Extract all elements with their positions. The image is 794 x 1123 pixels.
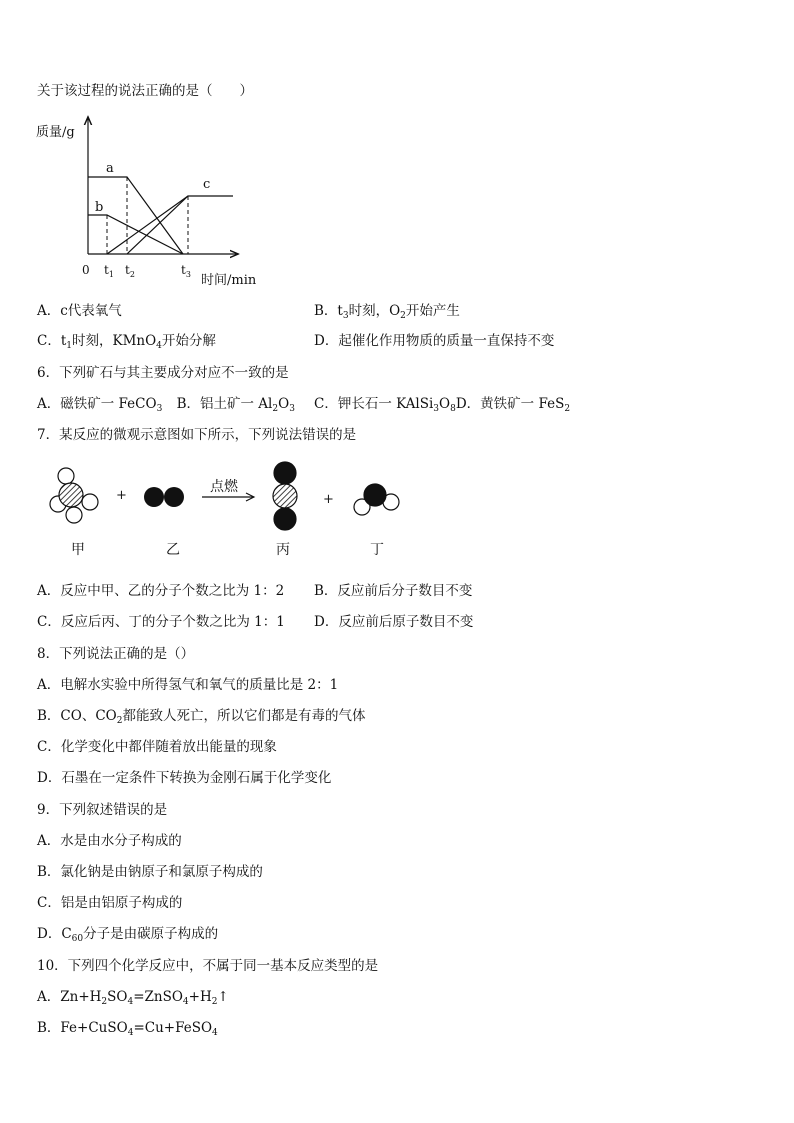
arrow-label: 点燃	[210, 479, 238, 495]
q6-option-d: D．黄铁矿一 FeS$_2$	[455, 396, 571, 414]
q10-option-a: A．$Zn+H_2SO_4=ZnSO_4+H_2↑$	[37, 989, 229, 1007]
question-intro: 关于该过程的说法正确的是（ ）	[37, 83, 253, 99]
q9-stem: 9．下列叙述错误的是	[37, 802, 168, 818]
curve-c	[127, 196, 233, 254]
q10-stem: 10．下列四个化学反应中，不属于同一基本反应类型的是	[37, 958, 379, 974]
curve-b-label: b	[95, 200, 104, 215]
t1-label: $t_1$	[104, 263, 114, 279]
q8-option-c: C．化学变化中都伴随着放出能量的现象	[37, 739, 277, 755]
curve-c-label: c	[203, 177, 211, 192]
q9-option-a: A．水是由水分子构成的	[37, 833, 182, 849]
q5-option-d: D．起催化作用物质的质量一直保持不变	[314, 333, 555, 349]
q9-option-b: B．氯化钠是由钠原子和氯原子构成的	[37, 864, 263, 880]
t2-label: $t_2$	[125, 263, 135, 279]
label-ding: 丁	[370, 542, 384, 558]
q8-stem: 8．下列说法正确的是（）	[37, 646, 195, 662]
q6-options	[37, 395, 571, 414]
q8-option-a: A．电解水实验中所得氢气和氧气的质量比是 2：1	[37, 677, 339, 693]
molecule-bing	[273, 462, 297, 530]
q6-stem: 6．下列矿石与其主要成分对应不一致的是	[37, 365, 289, 381]
q7-option-c: C．反应后丙、丁的分子个数之比为 1：1	[37, 614, 285, 630]
curve-a-label: a	[106, 161, 114, 176]
y-axis-label: 质量/g	[36, 125, 75, 140]
q7-stem: 7．某反应的微观示意图如下所示，下列说法错误的是	[37, 427, 357, 443]
molecule-jia	[50, 468, 98, 523]
mass-time-graph	[30, 110, 290, 290]
label-bing: 丙	[276, 542, 290, 558]
label-jia: 甲	[71, 542, 85, 558]
q9-option-d: D．$C_{60}$分子是由碳原子构成的	[37, 926, 219, 944]
molecule-yi	[144, 487, 184, 507]
q9-option-c: C．铝是由铝原子构成的	[37, 895, 183, 911]
molecule-ding	[354, 484, 399, 515]
q8-option-b: B．CO、$CO_2$都能致人死亡，所以它们都是有毒的气体	[37, 708, 366, 726]
q5-option-c: C．$t_1$时刻，KMnO$_4$开始分解	[37, 333, 216, 351]
t3-label: $t_3$	[181, 263, 191, 279]
q7-option-a: A．反应中甲、乙的分子个数之比为 1：2	[37, 583, 285, 599]
axes	[88, 118, 237, 254]
origin-label: 0	[82, 263, 90, 277]
reaction-diagram	[40, 458, 460, 568]
plus-1: +	[116, 488, 127, 503]
label-yi: 乙	[166, 542, 180, 558]
x-axis-label: 时间/min	[201, 273, 257, 288]
q8-option-d: D．石墨在一定条件下转换为金刚石属于化学变化	[37, 770, 332, 786]
q5-option-b: B．$t_3$时刻，$O_2$开始产生	[314, 303, 460, 321]
q7-option-b: B．反应前后分子数目不变	[314, 583, 473, 599]
plus-2: +	[323, 492, 334, 507]
q10-option-b: B．Fe+CuSO$_4$=Cu+FeSO$_4$	[37, 1020, 218, 1038]
q6-option-a: A．磁铁矿一 FeCO$_3$	[37, 396, 163, 414]
q6-option-c: C．钾长石一 $KAlSi_3O_8D$．黄铁矿一 FeS$_2$	[314, 396, 571, 414]
q6-option-b: B．铝土矿一 $Al_2O_3$	[176, 396, 295, 414]
q5-option-a: A．c代表氧气	[37, 303, 122, 319]
q7-option-d: D．反应前后原子数目不变	[314, 614, 474, 630]
